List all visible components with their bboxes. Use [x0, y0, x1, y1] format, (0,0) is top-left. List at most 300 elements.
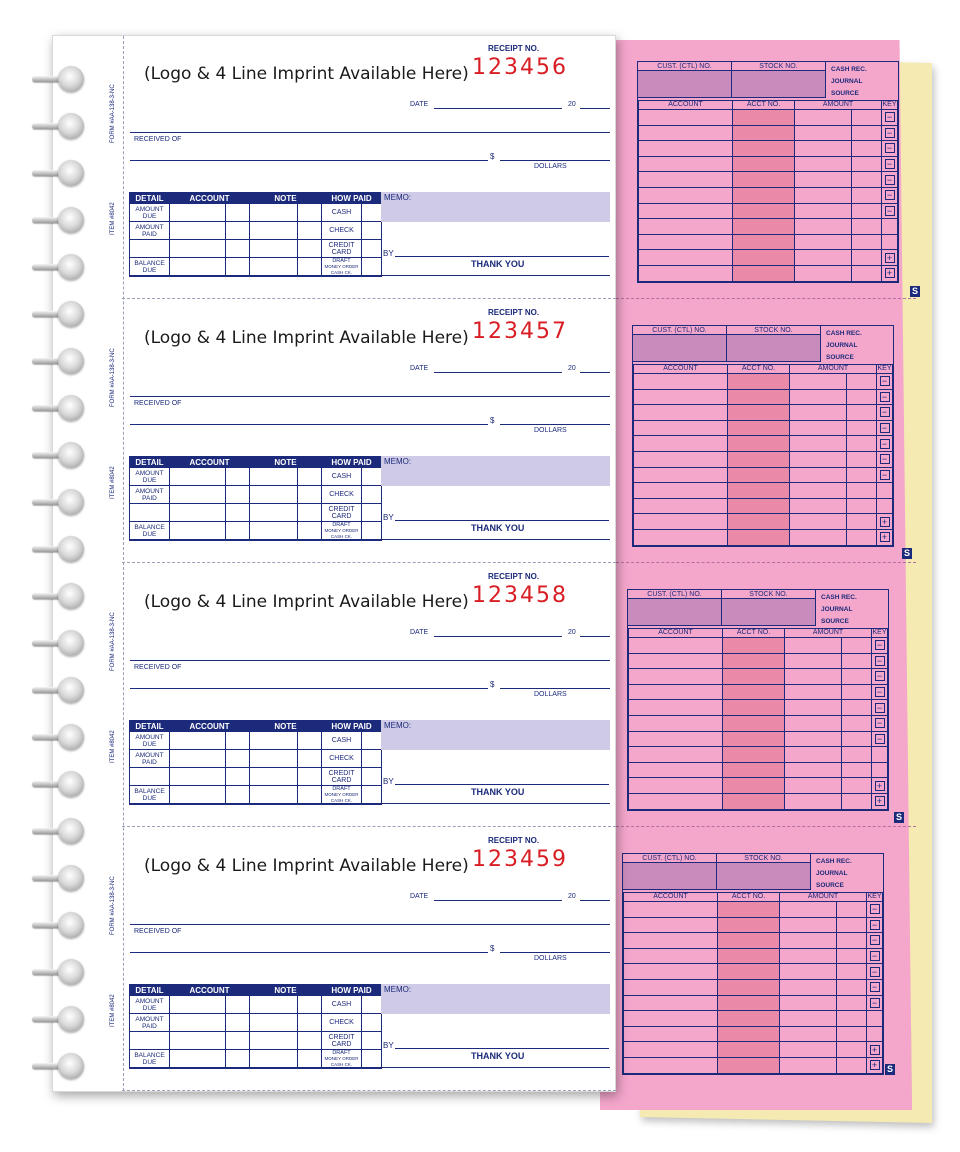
grid-cell[interactable]: [250, 786, 298, 805]
ledger-cell[interactable]: [795, 172, 852, 188]
minus-key-icon[interactable]: −: [885, 112, 895, 122]
ledger-cell[interactable]: [795, 250, 852, 266]
ledger-cell[interactable]: [733, 187, 795, 203]
how-paid-box[interactable]: [362, 996, 382, 1014]
ledger-cell[interactable]: [790, 483, 847, 499]
grid-cell[interactable]: [298, 1050, 322, 1069]
ledger-cell[interactable]: [847, 498, 877, 514]
ledger-cell[interactable]: [639, 141, 733, 157]
ledger-cell[interactable]: [624, 979, 718, 995]
ledger-cell[interactable]: [852, 250, 882, 266]
ledger-cell[interactable]: [624, 964, 718, 980]
ledger-cell[interactable]: [852, 172, 882, 188]
how-paid-box[interactable]: [362, 522, 382, 541]
ledger-cell[interactable]: [634, 483, 728, 499]
ledger-cell[interactable]: [790, 529, 847, 545]
minus-key-icon[interactable]: −: [880, 376, 890, 386]
how-paid-box[interactable]: [362, 204, 382, 222]
signature-field[interactable]: [395, 1048, 609, 1049]
plus-key-icon[interactable]: +: [870, 1060, 880, 1070]
ledger-cell[interactable]: [790, 451, 847, 467]
ledger-cell[interactable]: [718, 1057, 780, 1073]
ledger-key-cell[interactable]: [877, 483, 893, 499]
minus-key-icon[interactable]: −: [885, 159, 895, 169]
ledger-key-cell[interactable]: [877, 514, 893, 530]
ledger-key-cell[interactable]: [882, 234, 898, 250]
ledger-cell[interactable]: [728, 436, 790, 452]
ledger-key-cell[interactable]: [872, 778, 888, 794]
plus-key-icon[interactable]: +: [870, 1045, 880, 1055]
year-field[interactable]: [580, 636, 610, 637]
grid-cell[interactable]: [170, 1014, 226, 1032]
ledger-cell[interactable]: [837, 979, 867, 995]
ledger-cell[interactable]: [634, 451, 728, 467]
ledger-key-cell[interactable]: [872, 684, 888, 700]
grid-cell[interactable]: [170, 486, 226, 504]
cust-no-field[interactable]: [623, 863, 717, 890]
minus-key-icon[interactable]: −: [875, 671, 885, 681]
ledger-key-cell[interactable]: [882, 219, 898, 235]
ledger-cell[interactable]: [629, 653, 723, 669]
grid-cell[interactable]: [226, 1014, 250, 1032]
ledger-cell[interactable]: [837, 1057, 867, 1073]
ledger-cell[interactable]: [723, 793, 785, 809]
ledger-cell[interactable]: [842, 715, 872, 731]
ledger-cell[interactable]: [837, 902, 867, 918]
ledger-key-cell[interactable]: [872, 700, 888, 716]
grid-cell[interactable]: [170, 222, 226, 240]
ledger-cell[interactable]: [790, 514, 847, 530]
plus-key-icon[interactable]: +: [880, 517, 890, 527]
ledger-cell[interactable]: [785, 653, 842, 669]
amount-field[interactable]: [500, 424, 610, 425]
date-field[interactable]: [434, 636, 562, 637]
ledger-key-cell[interactable]: [877, 374, 893, 390]
grid-cell[interactable]: [170, 468, 226, 486]
ledger-cell[interactable]: [728, 514, 790, 530]
ledger-cell[interactable]: [842, 700, 872, 716]
how-paid-box[interactable]: [362, 768, 382, 786]
plus-key-icon[interactable]: +: [875, 796, 885, 806]
ledger-cell[interactable]: [847, 436, 877, 452]
date-field[interactable]: [434, 108, 562, 109]
ledger-cell[interactable]: [728, 374, 790, 390]
ledger-cell[interactable]: [795, 141, 852, 157]
ledger-cell[interactable]: [718, 1042, 780, 1058]
stock-no-field[interactable]: [732, 71, 826, 98]
ledger-cell[interactable]: [634, 514, 728, 530]
ledger-cell[interactable]: [723, 747, 785, 763]
minus-key-icon[interactable]: −: [885, 206, 895, 216]
signature-field[interactable]: [395, 256, 609, 257]
ledger-cell[interactable]: [728, 389, 790, 405]
memo-field[interactable]: [381, 731, 610, 750]
ledger-cell[interactable]: [723, 638, 785, 654]
ledger-cell[interactable]: [728, 405, 790, 421]
ledger-cell[interactable]: [629, 715, 723, 731]
ledger-cell[interactable]: [847, 529, 877, 545]
ledger-cell[interactable]: [624, 917, 718, 933]
ledger-cell[interactable]: [842, 747, 872, 763]
minus-key-icon[interactable]: −: [885, 128, 895, 138]
grid-cell[interactable]: [298, 258, 322, 277]
ledger-cell[interactable]: [629, 669, 723, 685]
ledger-cell[interactable]: [795, 203, 852, 219]
grid-cell[interactable]: [250, 1050, 298, 1069]
ledger-cell[interactable]: [639, 125, 733, 141]
ledger-cell[interactable]: [629, 731, 723, 747]
grid-cell[interactable]: [250, 258, 298, 277]
grid-cell[interactable]: [298, 1014, 322, 1032]
minus-key-icon[interactable]: −: [870, 904, 880, 914]
ledger-cell[interactable]: [785, 793, 842, 809]
ledger-cell[interactable]: [733, 250, 795, 266]
minus-key-icon[interactable]: −: [875, 703, 885, 713]
ledger-key-cell[interactable]: [882, 110, 898, 126]
ledger-cell[interactable]: [718, 964, 780, 980]
ledger-cell[interactable]: [842, 638, 872, 654]
minus-key-icon[interactable]: −: [885, 175, 895, 185]
ledger-cell[interactable]: [624, 933, 718, 949]
received-of-field[interactable]: [130, 160, 488, 161]
ledger-cell[interactable]: [785, 638, 842, 654]
ledger-key-cell[interactable]: [867, 933, 883, 949]
ledger-cell[interactable]: [639, 156, 733, 172]
ledger-cell[interactable]: [852, 234, 882, 250]
ledger-cell[interactable]: [795, 265, 852, 281]
year-field[interactable]: [580, 900, 610, 901]
ledger-cell[interactable]: [847, 374, 877, 390]
grid-cell[interactable]: [298, 786, 322, 805]
grid-cell[interactable]: [226, 468, 250, 486]
grid-cell[interactable]: [170, 996, 226, 1014]
plus-key-icon[interactable]: +: [885, 253, 895, 263]
ledger-cell[interactable]: [634, 529, 728, 545]
date-field[interactable]: [434, 900, 562, 901]
ledger-cell[interactable]: [723, 715, 785, 731]
ledger-key-cell[interactable]: [882, 172, 898, 188]
ledger-key-cell[interactable]: [872, 731, 888, 747]
ledger-key-cell[interactable]: [872, 762, 888, 778]
ledger-cell[interactable]: [634, 374, 728, 390]
amount-field[interactable]: [500, 160, 610, 161]
grid-cell[interactable]: [226, 258, 250, 277]
grid-cell[interactable]: [170, 240, 226, 258]
ledger-cell[interactable]: [785, 778, 842, 794]
minus-key-icon[interactable]: −: [880, 439, 890, 449]
ledger-cell[interactable]: [639, 187, 733, 203]
cust-no-field[interactable]: [638, 71, 732, 98]
grid-cell[interactable]: [170, 258, 226, 277]
ledger-cell[interactable]: [723, 653, 785, 669]
stock-no-field[interactable]: [717, 863, 811, 890]
ledger-key-cell[interactable]: [882, 203, 898, 219]
ledger-cell[interactable]: [795, 187, 852, 203]
minus-key-icon[interactable]: −: [870, 951, 880, 961]
ledger-cell[interactable]: [624, 995, 718, 1011]
grid-cell[interactable]: [226, 768, 250, 786]
ledger-cell[interactable]: [837, 1026, 867, 1042]
grid-cell[interactable]: [170, 768, 226, 786]
ledger-key-cell[interactable]: [867, 995, 883, 1011]
grid-cell[interactable]: [250, 222, 298, 240]
year-field[interactable]: [580, 372, 610, 373]
ledger-cell[interactable]: [624, 902, 718, 918]
ledger-cell[interactable]: [837, 995, 867, 1011]
ledger-cell[interactable]: [852, 141, 882, 157]
minus-key-icon[interactable]: −: [880, 392, 890, 402]
memo-field[interactable]: [381, 467, 610, 486]
ledger-key-cell[interactable]: [872, 747, 888, 763]
ledger-key-cell[interactable]: [867, 1026, 883, 1042]
grid-cell[interactable]: [250, 1014, 298, 1032]
grid-cell[interactable]: [298, 468, 322, 486]
ledger-cell[interactable]: [790, 389, 847, 405]
grid-cell[interactable]: [298, 732, 322, 750]
how-paid-box[interactable]: [362, 1032, 382, 1050]
ledger-cell[interactable]: [624, 1011, 718, 1027]
ledger-cell[interactable]: [842, 778, 872, 794]
amount-field[interactable]: [500, 688, 610, 689]
ledger-cell[interactable]: [624, 1042, 718, 1058]
ledger-cell[interactable]: [780, 902, 837, 918]
received-of-field[interactable]: [130, 688, 488, 689]
ledger-cell[interactable]: [718, 902, 780, 918]
ledger-cell[interactable]: [639, 219, 733, 235]
ledger-cell[interactable]: [629, 638, 723, 654]
grid-cell[interactable]: [226, 1032, 250, 1050]
cust-no-field[interactable]: [633, 335, 727, 362]
date-field[interactable]: [434, 372, 562, 373]
grid-cell[interactable]: [250, 750, 298, 768]
ledger-cell[interactable]: [785, 731, 842, 747]
how-paid-box[interactable]: [362, 1050, 382, 1069]
ledger-cell[interactable]: [847, 420, 877, 436]
ledger-key-cell[interactable]: [872, 793, 888, 809]
ledger-cell[interactable]: [795, 125, 852, 141]
ledger-key-cell[interactable]: [867, 979, 883, 995]
ledger-cell[interactable]: [723, 731, 785, 747]
grid-cell[interactable]: [298, 522, 322, 541]
signature-field[interactable]: [395, 784, 609, 785]
ledger-cell[interactable]: [629, 747, 723, 763]
ledger-cell[interactable]: [795, 219, 852, 235]
grid-cell[interactable]: [170, 504, 226, 522]
ledger-key-cell[interactable]: [882, 187, 898, 203]
ledger-cell[interactable]: [842, 684, 872, 700]
grid-cell[interactable]: [226, 222, 250, 240]
ledger-cell[interactable]: [639, 250, 733, 266]
ledger-cell[interactable]: [718, 1011, 780, 1027]
how-paid-box[interactable]: [362, 258, 382, 277]
how-paid-box[interactable]: [362, 504, 382, 522]
ledger-cell[interactable]: [718, 917, 780, 933]
ledger-cell[interactable]: [780, 995, 837, 1011]
minus-key-icon[interactable]: −: [870, 998, 880, 1008]
ledger-cell[interactable]: [780, 1026, 837, 1042]
grid-cell[interactable]: [170, 786, 226, 805]
ledger-cell[interactable]: [634, 405, 728, 421]
ledger-cell[interactable]: [629, 700, 723, 716]
ledger-cell[interactable]: [634, 467, 728, 483]
ledger-cell[interactable]: [837, 917, 867, 933]
ledger-key-cell[interactable]: [877, 529, 893, 545]
ledger-cell[interactable]: [624, 948, 718, 964]
ledger-cell[interactable]: [780, 948, 837, 964]
ledger-cell[interactable]: [639, 110, 733, 126]
grid-cell[interactable]: [226, 750, 250, 768]
minus-key-icon[interactable]: −: [885, 143, 895, 153]
ledger-cell[interactable]: [842, 731, 872, 747]
plus-key-icon[interactable]: +: [875, 781, 885, 791]
ledger-cell[interactable]: [780, 1042, 837, 1058]
how-paid-box[interactable]: [362, 468, 382, 486]
ledger-cell[interactable]: [728, 451, 790, 467]
ledger-cell[interactable]: [728, 483, 790, 499]
ledger-cell[interactable]: [639, 203, 733, 219]
signature-field[interactable]: [395, 520, 609, 521]
how-paid-box[interactable]: [362, 222, 382, 240]
ledger-cell[interactable]: [842, 669, 872, 685]
how-paid-box[interactable]: [362, 750, 382, 768]
ledger-cell[interactable]: [795, 110, 852, 126]
ledger-cell[interactable]: [847, 405, 877, 421]
ledger-key-cell[interactable]: [867, 902, 883, 918]
ledger-cell[interactable]: [723, 669, 785, 685]
ledger-cell[interactable]: [723, 700, 785, 716]
how-paid-box[interactable]: [362, 1014, 382, 1032]
ledger-cell[interactable]: [733, 110, 795, 126]
ledger-cell[interactable]: [733, 125, 795, 141]
ledger-cell[interactable]: [847, 483, 877, 499]
grid-cell[interactable]: [226, 786, 250, 805]
ledger-key-cell[interactable]: [882, 125, 898, 141]
ledger-cell[interactable]: [790, 436, 847, 452]
plus-key-icon[interactable]: +: [880, 532, 890, 542]
how-paid-box[interactable]: [362, 786, 382, 805]
ledger-key-cell[interactable]: [867, 964, 883, 980]
ledger-key-cell[interactable]: [877, 405, 893, 421]
ledger-cell[interactable]: [733, 265, 795, 281]
ledger-cell[interactable]: [733, 156, 795, 172]
ledger-key-cell[interactable]: [872, 715, 888, 731]
how-paid-box[interactable]: [362, 732, 382, 750]
grid-cell[interactable]: [226, 240, 250, 258]
grid-cell[interactable]: [250, 468, 298, 486]
ledger-key-cell[interactable]: [872, 653, 888, 669]
grid-cell[interactable]: [298, 750, 322, 768]
minus-key-icon[interactable]: −: [880, 407, 890, 417]
grid-cell[interactable]: [170, 204, 226, 222]
grid-cell[interactable]: [250, 996, 298, 1014]
ledger-key-cell[interactable]: [877, 451, 893, 467]
ledger-cell[interactable]: [852, 219, 882, 235]
ledger-cell[interactable]: [790, 374, 847, 390]
plus-key-icon[interactable]: +: [885, 268, 895, 278]
ledger-cell[interactable]: [624, 1026, 718, 1042]
ledger-cell[interactable]: [629, 684, 723, 700]
ledger-cell[interactable]: [795, 156, 852, 172]
ledger-cell[interactable]: [629, 762, 723, 778]
grid-cell[interactable]: [298, 240, 322, 258]
minus-key-icon[interactable]: −: [875, 734, 885, 744]
ledger-cell[interactable]: [785, 700, 842, 716]
grid-cell[interactable]: [250, 204, 298, 222]
ledger-cell[interactable]: [842, 793, 872, 809]
ledger-key-cell[interactable]: [867, 1011, 883, 1027]
year-field[interactable]: [580, 108, 610, 109]
received-of-field[interactable]: [130, 952, 488, 953]
grid-cell[interactable]: [298, 504, 322, 522]
grid-cell[interactable]: [250, 486, 298, 504]
grid-cell[interactable]: [250, 240, 298, 258]
ledger-cell[interactable]: [718, 933, 780, 949]
ledger-cell[interactable]: [837, 964, 867, 980]
grid-cell[interactable]: [226, 732, 250, 750]
minus-key-icon[interactable]: −: [875, 656, 885, 666]
ledger-key-cell[interactable]: [877, 498, 893, 514]
minus-key-icon[interactable]: −: [870, 935, 880, 945]
ledger-cell[interactable]: [837, 1042, 867, 1058]
memo-field[interactable]: [381, 203, 610, 222]
amount-field[interactable]: [500, 952, 610, 953]
ledger-cell[interactable]: [629, 793, 723, 809]
ledger-cell[interactable]: [785, 684, 842, 700]
stock-no-field[interactable]: [722, 599, 816, 626]
ledger-cell[interactable]: [785, 715, 842, 731]
ledger-cell[interactable]: [718, 948, 780, 964]
ledger-cell[interactable]: [780, 1011, 837, 1027]
grid-cell[interactable]: [170, 522, 226, 541]
how-paid-box[interactable]: [362, 486, 382, 504]
ledger-cell[interactable]: [718, 995, 780, 1011]
grid-cell[interactable]: [250, 732, 298, 750]
ledger-key-cell[interactable]: [867, 1057, 883, 1073]
ledger-key-cell[interactable]: [882, 141, 898, 157]
minus-key-icon[interactable]: −: [875, 718, 885, 728]
ledger-cell[interactable]: [852, 203, 882, 219]
ledger-cell[interactable]: [842, 762, 872, 778]
ledger-cell[interactable]: [634, 498, 728, 514]
ledger-cell[interactable]: [733, 234, 795, 250]
grid-cell[interactable]: [250, 522, 298, 541]
ledger-cell[interactable]: [780, 917, 837, 933]
grid-cell[interactable]: [298, 996, 322, 1014]
ledger-key-cell[interactable]: [877, 389, 893, 405]
how-paid-box[interactable]: [362, 240, 382, 258]
grid-cell[interactable]: [170, 1050, 226, 1069]
grid-cell[interactable]: [170, 732, 226, 750]
ledger-cell[interactable]: [795, 234, 852, 250]
grid-cell[interactable]: [170, 750, 226, 768]
ledger-cell[interactable]: [785, 747, 842, 763]
ledger-key-cell[interactable]: [882, 156, 898, 172]
ledger-key-cell[interactable]: [867, 917, 883, 933]
ledger-cell[interactable]: [728, 420, 790, 436]
ledger-cell[interactable]: [718, 979, 780, 995]
ledger-cell[interactable]: [837, 948, 867, 964]
ledger-cell[interactable]: [785, 669, 842, 685]
received-of-field[interactable]: [130, 424, 488, 425]
grid-cell[interactable]: [298, 486, 322, 504]
memo-field[interactable]: [381, 995, 610, 1014]
ledger-cell[interactable]: [852, 110, 882, 126]
ledger-cell[interactable]: [733, 172, 795, 188]
grid-cell[interactable]: [226, 504, 250, 522]
ledger-cell[interactable]: [629, 778, 723, 794]
grid-cell[interactable]: [298, 768, 322, 786]
minus-key-icon[interactable]: −: [870, 967, 880, 977]
